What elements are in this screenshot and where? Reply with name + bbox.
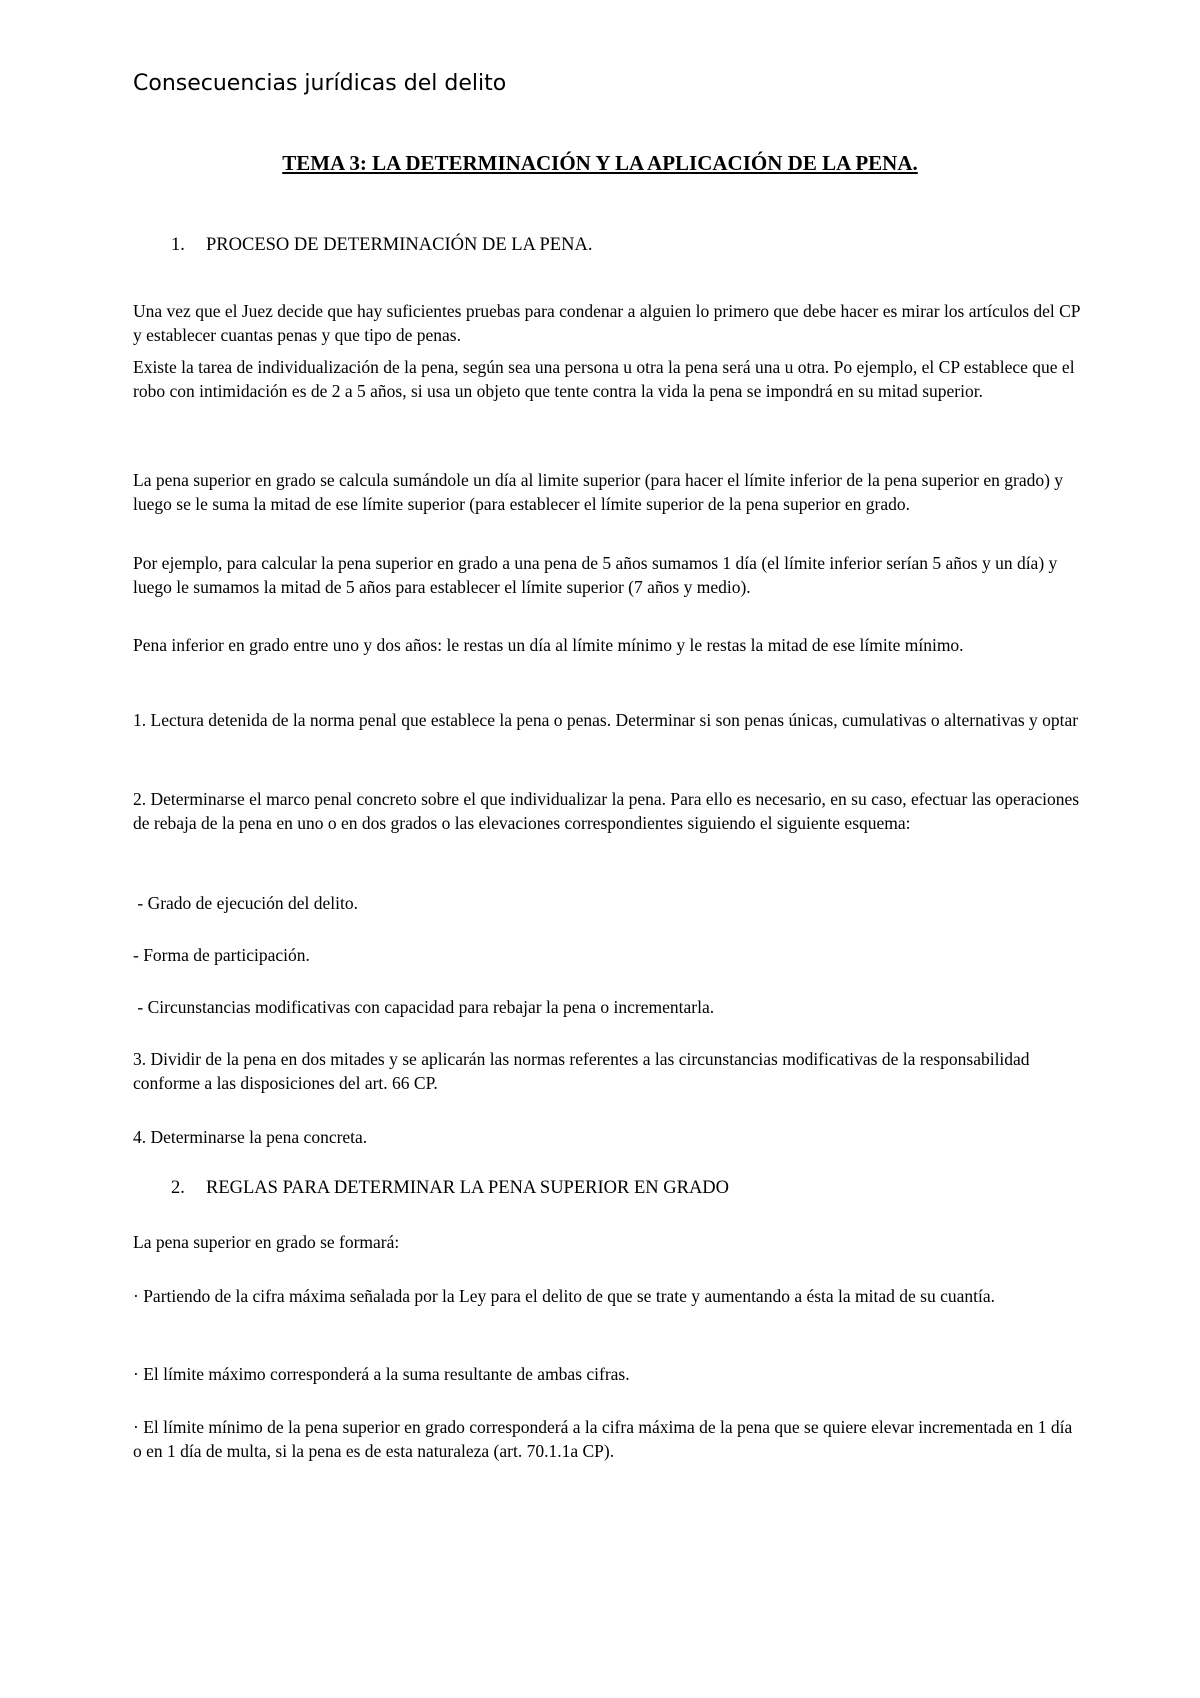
step-2-paragraph: 2. Determinarse el marco penal concreto sobre el que individualizar la pena. Para ello es necesario, en su caso, efectuar las operaciones de rebaja de la pena en uno o en dos grados o las elevaciones correspondientes siguiendo el siguiente esquema: [133, 789, 1080, 833]
paragraph: Por ejemplo, para calcular la pena superior en grado a una pena de 5 años sumamos 1 día (el límite inferior serían 5 años y un día) y luego le sumamos la mitad de 5 años para establecer el límite superior (7 años y medio). [133, 553, 1058, 597]
document-title: TEMA 3: LA DETERMINACIÓN Y LA APLICACIÓN DE LA PENA. [282, 151, 918, 175]
section-2-number: 2. [171, 1178, 185, 1198]
list-item: · El límite mínimo de la pena superior en grado corresponderá a la cifra máxima de la pena que se quiere elevar incrementada en 1 día o en 1 día de multa, si la pena es de esta naturaleza (art. 70.1.1a CP). [133, 1417, 1073, 1461]
list-item: · El límite máximo corresponderá a la suma resultante de ambas cifras. [133, 1364, 630, 1384]
step-1-paragraph: 1. Lectura detenida de la norma penal que establece la pena o penas. Determinar si son penas únicas, cumulativas o alternativas y optar [133, 710, 1079, 730]
section-1-title: PROCESO DE DETERMINACIÓN DE LA PENA. [206, 235, 593, 255]
step-4-paragraph: 4. Determinarse la pena concreta. [133, 1127, 368, 1147]
document-header: Consecuencias jurídicas del delito [133, 71, 507, 96]
section-1-number: 1. [171, 235, 185, 255]
list-item: · Partiendo de la cifra máxima señalada por la Ley para el delito de que se trate y aumentando a ésta la mitad de su cuantía. [133, 1286, 996, 1306]
list-item: - Grado de ejecución del delito. [133, 893, 358, 913]
list-item: - Forma de participación. [133, 945, 310, 965]
step-3-paragraph: 3. Dividir de la pena en dos mitades y se aplicarán las normas referentes a las circunstancias modificativas de la responsabilidad conforme a las disposiciones del art. 66 CP. [133, 1049, 1030, 1093]
section-2-title: REGLAS PARA DETERMINAR LA PENA SUPERIOR EN GRADO [206, 1178, 730, 1198]
paragraph: Pena inferior en grado entre uno y dos años: le restas un día al límite mínimo y le restas la mitad de ese límite mínimo. [133, 635, 964, 655]
paragraph: La pena superior en grado se calcula sumándole un día al limite superior (para hacer el límite inferior de la pena superior en grado) y luego se le suma la mitad de ese límite superior (para establecer el límite superior de la pena superior en grado. [133, 470, 1064, 514]
paragraph: La pena superior en grado se formará: [133, 1232, 400, 1252]
paragraph: Existe la tarea de individualización de la pena, según sea una persona u otra la pena será una u otra. Po ejemplo, el CP establece que el robo con intimidación es de 2 a 5 años, si usa un objeto que tente contra la vida la pena se impondrá en su mitad superior. [133, 357, 1075, 401]
list-item: - Circunstancias modificativas con capacidad para rebajar la pena o incrementarla. [133, 997, 715, 1017]
paragraph: Una vez que el Juez decide que hay suficientes pruebas para condenar a alguien lo primero que debe hacer es mirar los artículos del CP y establecer cuantas penas y que tipo de penas. [133, 301, 1080, 345]
